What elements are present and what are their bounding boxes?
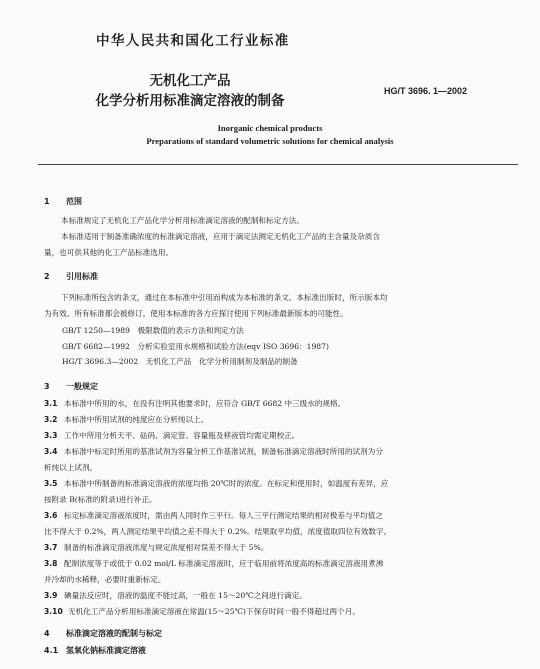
document-title-chinese <box>60 71 320 111</box>
clause-number: 3.10 <box>44 607 63 616</box>
clause-number: 3.7 <box>44 543 58 552</box>
clause-3-6 <box>44 508 514 539</box>
section-title: 标准滴定溶液的配制与标定 <box>66 629 162 638</box>
clause-text: 本标准中标定时所用的基准试剂为容量分析工作基准试剂，制备标准滴定溶液时所用的试剂为分 <box>64 447 383 456</box>
reference-item: GB/T 6682—1992 分析实验室用水规格和试验方法(eqv ISO 3696：1987) <box>62 342 329 351</box>
document-title-english <box>0 122 540 148</box>
clause-text: 析纯以上试剂。 <box>44 462 98 472</box>
clause-text: 并冷却的水稀释，必要时重新标定。 <box>44 574 166 584</box>
section-2-heading <box>44 271 98 282</box>
clause-number: 3.5 <box>44 479 58 488</box>
clause-number: 3.1 <box>44 399 58 408</box>
clause-number: 3.2 <box>44 415 58 424</box>
section-title: 引用标准 <box>66 272 98 281</box>
section-1-heading <box>44 196 82 207</box>
clause-text: 本标准中所制备的标准滴定溶液的浓度均指 20℃时的浓度。在标定和使用时，如温度有差异，应 <box>64 479 389 488</box>
clause-3-8 <box>44 556 514 587</box>
clause-text: 制备的标准滴定溶液浓度与规定浓度相对误差不得大于 5%。 <box>64 543 269 552</box>
clause-text: 配制浓度等于或低于 0.02 mol/L 标准滴定溶液时，应于临用前将浓度高的标准滴定溶液用煮沸 <box>64 559 384 568</box>
header-rule <box>38 164 518 165</box>
clause-number: 3.9 <box>44 591 58 600</box>
section-3-heading <box>44 381 98 392</box>
section-1-paragraph-1: 本标准规定了无机化工产品化学分析用标准滴定溶液的配制和标定方法。 <box>61 216 304 225</box>
reference-item: HG/T 3696.3—2002 无机化工产品 化学分析用制剂及制品的制备 <box>62 357 298 366</box>
clause-3-3 <box>44 428 514 444</box>
clause-number: 3.6 <box>44 511 58 520</box>
title-line-1: 无机化工产品 <box>149 73 231 89</box>
section-2-paragraph <box>44 290 514 321</box>
clause-text: 无机化工产品分析用标准滴定溶液在常温(15～25℃)下保存时间一般不得超过两个月。 <box>68 607 360 616</box>
clause-3-4 <box>44 444 514 475</box>
clause-number: 3.8 <box>44 559 58 568</box>
section-number: 1 <box>44 197 50 206</box>
paragraph-line: 本标准适用于制备准确浓度的标准滴定溶液，应用于滴定法测定无机化工产品的主含量及杂质含 <box>61 232 380 241</box>
standard-code: HG/T 3696. 1—2002 <box>384 86 468 96</box>
clause-text: 工作中所用分析天平、砝码、滴定管、容量瓶及移液管均需定期校正。 <box>64 431 300 440</box>
section-4-heading <box>44 628 162 639</box>
paragraph-line: 量，也可供其他的化工产品标准选用。 <box>44 247 174 257</box>
section-1-paragraph-2 <box>44 229 514 260</box>
clause-3-2 <box>44 412 514 428</box>
clause-text: 本标准中所用的水，在没有注明其他要求时，应符合 GB/T 6682 中三级水的规格。 <box>64 399 346 408</box>
title-line-2: 化学分析用标准滴定溶液的制备 <box>95 93 285 109</box>
subsection-number: 4.1 <box>44 646 59 655</box>
reference-item: GB/T 1250—1989 极限数值的表示方法和判定方法 <box>62 326 244 335</box>
clause-text: 碘量法反应时，溶液的温度不能过高，一般在 15～20℃之间进行滴定。 <box>64 591 307 600</box>
clause-text: 比不得大于 0.2%，两人测定结果平均值之差不得大于 0.2%。结果取平均值，浓度值取四位有效数字。 <box>44 526 392 536</box>
section-number: 2 <box>44 272 50 281</box>
subsection-title: 氢氧化钠标准滴定溶液 <box>66 646 146 655</box>
clause-3-10 <box>44 604 514 620</box>
subsection-4-1-heading <box>44 645 146 656</box>
title-en-line-1: Inorganic chemical products <box>217 123 323 133</box>
paragraph-line: 下列标准所包含的条文，通过在本标准中引用而构成为本标准的条文。本标准出版时，所示版本均 <box>61 293 388 302</box>
paragraph-line: 为有效。所有标准都会被修订，使用本标准的各方应探讨使用下列标准最新版本的可能性。 <box>44 308 348 318</box>
clause-number: 3.4 <box>44 447 58 456</box>
section-number: 3 <box>44 382 50 391</box>
clause-text: 标定标准滴定溶液浓度时，需由两人同时作三平行。每人三平行测定结果的相对极差与平均值之 <box>64 511 383 520</box>
clause-number: 3.3 <box>44 431 58 440</box>
clause-text: 本标准中所用试剂的纯度应在分析纯以上。 <box>64 415 209 424</box>
section-title: 一般规定 <box>66 382 98 391</box>
section-number: 4 <box>44 629 50 638</box>
section-title: 范围 <box>66 197 82 206</box>
clause-3-1 <box>44 396 514 412</box>
clause-text: 按附录 B(标准的附录)进行补正。 <box>44 494 157 504</box>
standard-organization: 中华人民共和国化工行业标准 <box>96 33 290 49</box>
title-en-line-2: Preparations of standard volumetric solutions for chemical analysis <box>146 136 394 146</box>
clause-3-9 <box>44 588 514 604</box>
clause-3-5 <box>44 476 514 507</box>
clause-3-7 <box>44 540 514 556</box>
